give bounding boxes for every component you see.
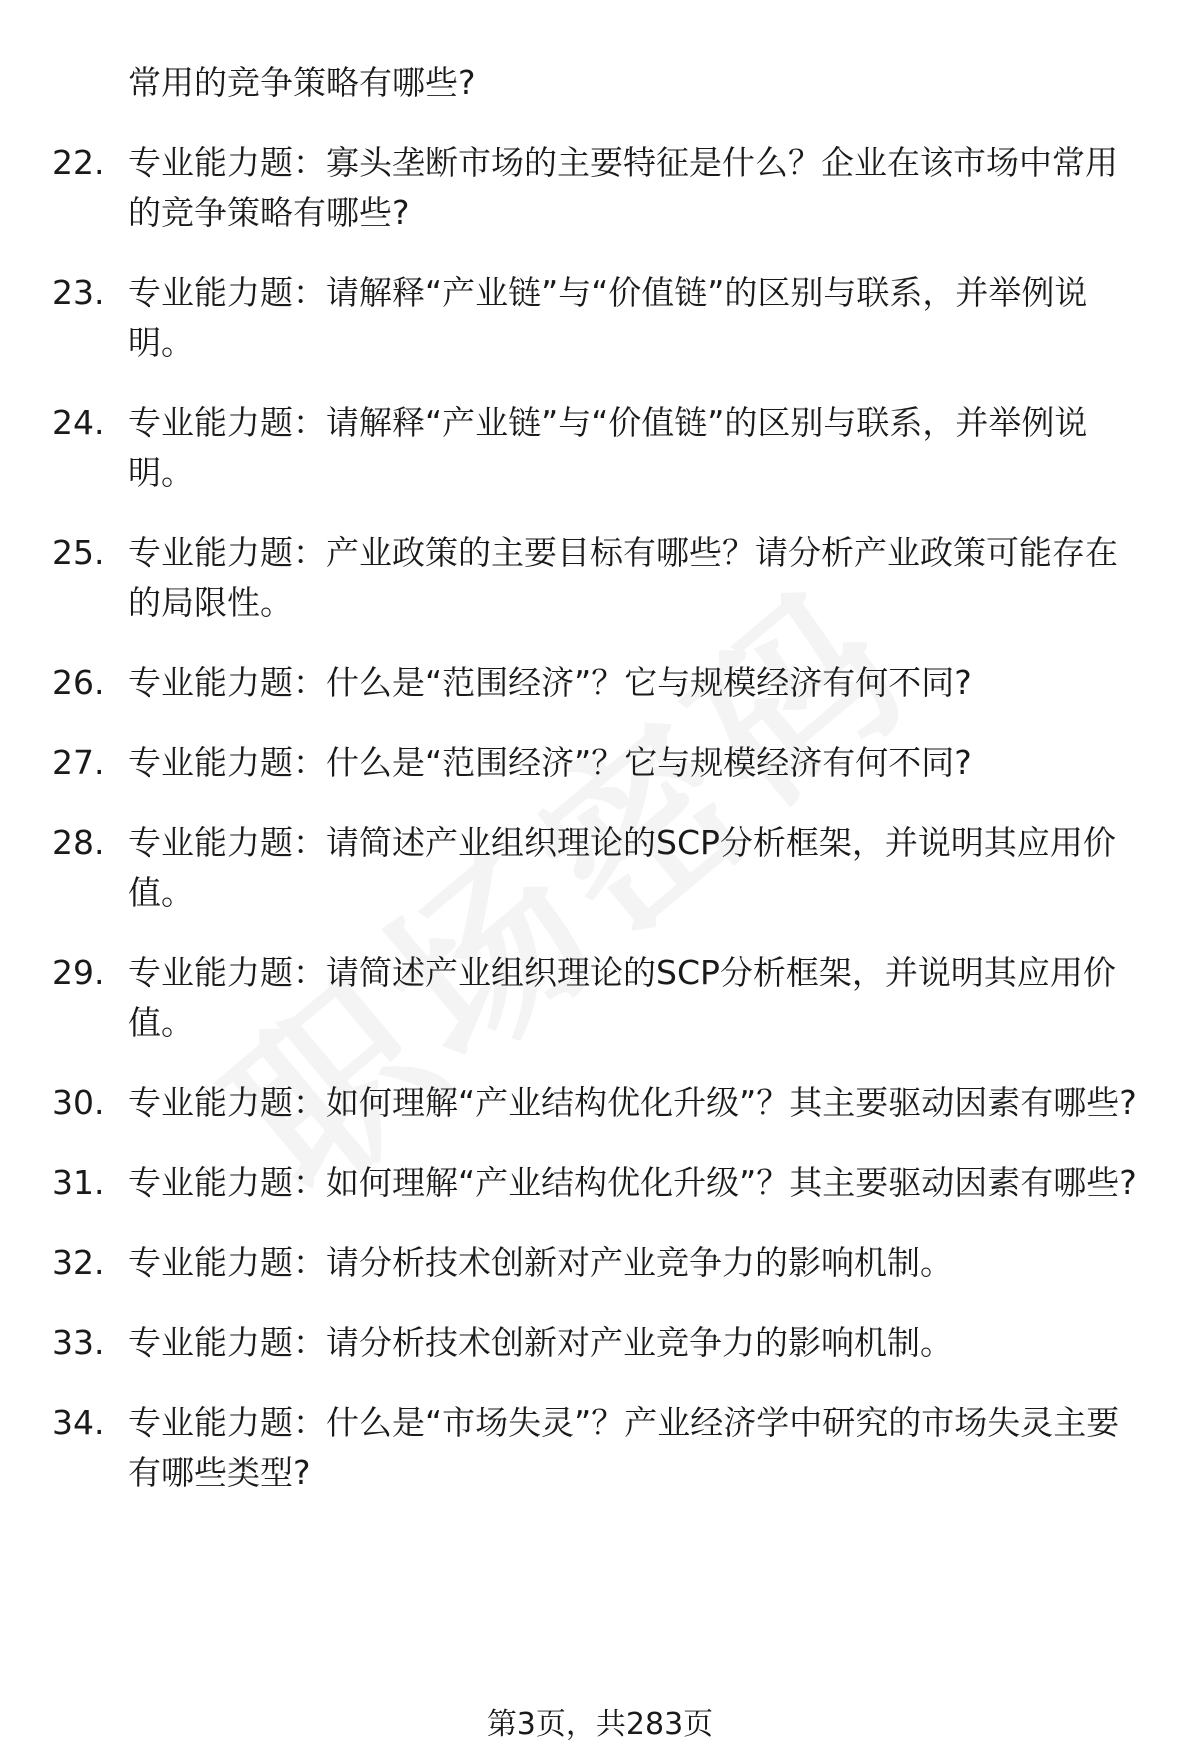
question-number: 33. <box>52 1323 105 1362</box>
list-item <box>0 138 1200 238</box>
question-number: 24. <box>52 403 105 442</box>
question-number: 23. <box>52 273 105 312</box>
page-footer <box>0 1705 1200 1745</box>
question-text: 专业能力题：产业政策的主要目标有哪些？请分析产业政策可能存在的局限性。 <box>128 533 1118 622</box>
question-number: 27. <box>52 743 105 782</box>
question-text: 专业能力题：寡头垄断市场的主要特征是什么？企业在该市场中常用的竞争策略有哪些? <box>128 143 1118 232</box>
question-continuation: 常用的竞争策略有哪些? <box>128 63 476 102</box>
question-text: 专业能力题：如何理解“产业结构优化升级”？其主要驱动因素有哪些? <box>128 1163 1137 1202</box>
question-text: 专业能力题：请简述产业组织理论的SCP分析框架，并说明其应用价值。 <box>128 823 1116 912</box>
question-number: 34. <box>52 1403 105 1442</box>
question-list <box>0 138 1200 1528</box>
question-number: 22. <box>52 143 105 182</box>
list-item <box>0 1318 1200 1368</box>
question-number: 25. <box>52 533 105 572</box>
list-item <box>0 658 1200 708</box>
question-text: 专业能力题：请简述产业组织理论的SCP分析框架，并说明其应用价值。 <box>128 953 1116 1042</box>
list-item <box>0 738 1200 788</box>
question-number: 32. <box>52 1243 105 1282</box>
question-number: 30. <box>52 1083 105 1122</box>
question-text: 专业能力题：什么是“市场失灵”？产业经济学中研究的市场失灵主要有哪些类型? <box>128 1403 1120 1492</box>
list-item <box>0 818 1200 918</box>
list-item <box>0 268 1200 368</box>
question-text: 专业能力题：什么是“范围经济”？它与规模经济有何不同? <box>128 663 972 702</box>
question-text: 专业能力题：什么是“范围经济”？它与规模经济有何不同? <box>128 743 972 782</box>
list-item <box>0 948 1200 1048</box>
question-number: 29. <box>52 953 105 992</box>
list-item <box>0 1238 1200 1288</box>
question-text: 专业能力题：请解释“产业链”与“价值链”的区别与联系，并举例说明。 <box>128 403 1088 492</box>
question-text: 专业能力题：请分析技术创新对产业竞争力的影响机制。 <box>128 1323 953 1362</box>
question-number: 31. <box>52 1163 105 1202</box>
list-item <box>0 1398 1200 1498</box>
list-item <box>0 1078 1200 1128</box>
page-number-label: 第3页，共283页 <box>486 1707 714 1742</box>
list-item <box>0 1158 1200 1208</box>
question-number: 28. <box>52 823 105 862</box>
list-item <box>0 398 1200 498</box>
question-number: 26. <box>52 663 105 702</box>
question-text: 专业能力题：如何理解“产业结构优化升级”？其主要驱动因素有哪些? <box>128 1083 1137 1122</box>
list-item <box>0 528 1200 628</box>
question-text: 专业能力题：请解释“产业链”与“价值链”的区别与联系，并举例说明。 <box>128 273 1088 362</box>
question-text: 专业能力题：请分析技术创新对产业竞争力的影响机制。 <box>128 1243 953 1282</box>
